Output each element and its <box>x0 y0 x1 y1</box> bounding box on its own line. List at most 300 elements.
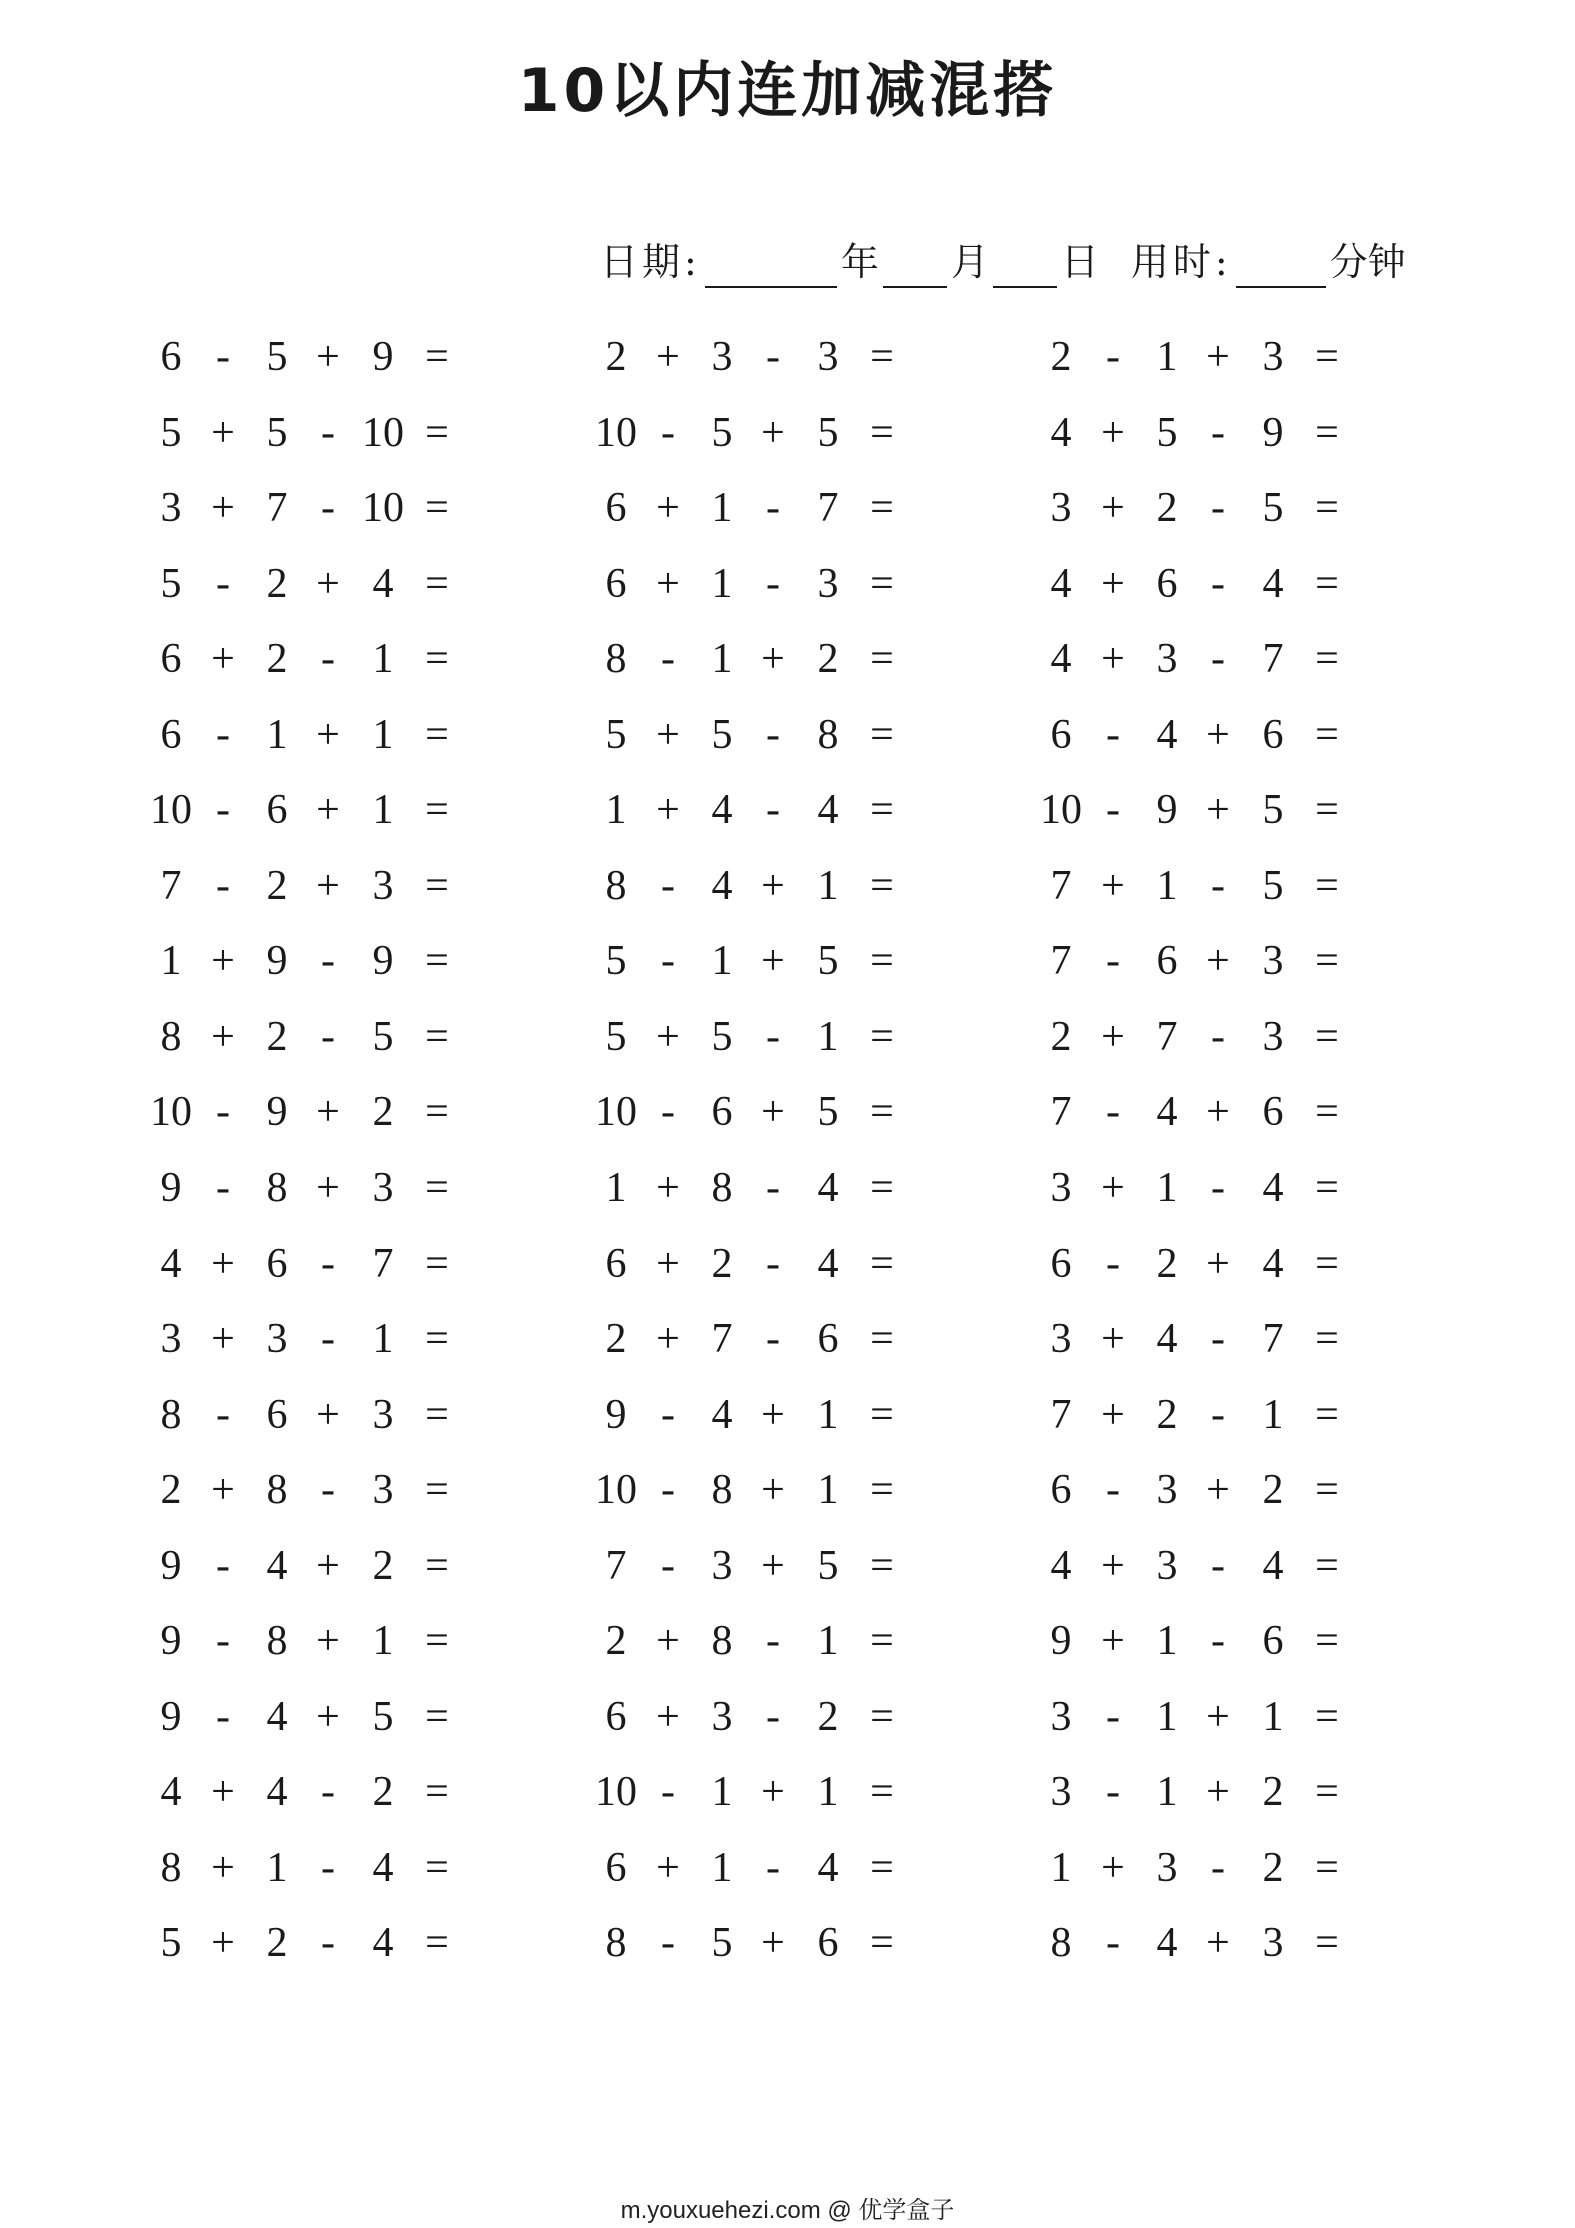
operand: 1 <box>1156 862 1178 909</box>
operand: 1 <box>711 1844 733 1891</box>
equals-sign: = <box>1315 1391 1339 1438</box>
operand: 10 <box>1040 787 1082 834</box>
equals-sign: = <box>425 1693 449 1740</box>
operator: - <box>321 485 335 532</box>
operand: 5 <box>372 1013 394 1060</box>
operator: + <box>656 1693 680 1740</box>
operator: - <box>1211 636 1225 683</box>
operand: 7 <box>372 1240 394 1287</box>
operand: 2 <box>266 1013 288 1060</box>
equals-sign: = <box>1315 560 1339 607</box>
operand: 2 <box>372 1542 394 1589</box>
operator: + <box>1101 1165 1125 1212</box>
equals-sign: = <box>1315 1618 1339 1665</box>
equals-sign: = <box>1315 1920 1339 1967</box>
equals-sign: = <box>425 409 449 456</box>
operator: + <box>656 1844 680 1891</box>
operand: 2 <box>817 1693 839 1740</box>
operand: 8 <box>605 1920 627 1967</box>
operator: - <box>766 485 780 532</box>
operator: + <box>1101 409 1125 456</box>
operator: - <box>1106 938 1120 985</box>
operand: 2 <box>1262 1467 1284 1514</box>
operand: 9 <box>1050 1618 1072 1665</box>
operand: 4 <box>711 1391 733 1438</box>
operand: 7 <box>817 485 839 532</box>
operator: - <box>661 938 675 985</box>
operator: - <box>661 409 675 456</box>
operand: 7 <box>1262 636 1284 683</box>
operand: 1 <box>372 711 394 758</box>
operator: + <box>1206 1920 1230 1967</box>
operand: 3 <box>817 560 839 607</box>
equals-sign: = <box>425 1844 449 1891</box>
operand: 6 <box>817 1316 839 1363</box>
operator: + <box>316 787 340 834</box>
operand: 9 <box>1156 787 1178 834</box>
operand: 1 <box>372 1316 394 1363</box>
operator: + <box>316 1542 340 1589</box>
operand: 5 <box>160 409 182 456</box>
equals-sign: = <box>425 862 449 909</box>
operand: 6 <box>160 334 182 380</box>
operand: 4 <box>372 1844 394 1891</box>
operator: - <box>321 409 335 456</box>
operator: - <box>766 1618 780 1665</box>
operator: - <box>766 787 780 834</box>
day-blank[interactable] <box>993 242 1057 288</box>
operand: 7 <box>605 1542 627 1589</box>
operand: 6 <box>1156 938 1178 985</box>
operand: 8 <box>711 1618 733 1665</box>
operator: + <box>316 1618 340 1665</box>
equals-sign: = <box>425 711 449 758</box>
problem-row <box>0 403 1575 479</box>
operand: 4 <box>817 1844 839 1891</box>
operator: - <box>216 862 230 909</box>
operand: 7 <box>1050 1391 1072 1438</box>
problem-row <box>0 478 1575 554</box>
operand: 6 <box>160 711 182 758</box>
operator: + <box>316 711 340 758</box>
operator: - <box>321 636 335 683</box>
operator: - <box>766 560 780 607</box>
operand: 2 <box>605 1316 627 1363</box>
operator: - <box>661 1089 675 1136</box>
operand: 3 <box>1050 1769 1072 1816</box>
operator: - <box>1211 485 1225 532</box>
equals-sign: = <box>870 1391 894 1438</box>
operator: - <box>766 1013 780 1060</box>
operator: - <box>661 1542 675 1589</box>
operand: 2 <box>372 1089 394 1136</box>
operand: 4 <box>1050 636 1072 683</box>
operand: 3 <box>1156 1467 1178 1514</box>
equals-sign: = <box>870 938 894 985</box>
operand: 3 <box>817 334 839 380</box>
equals-sign: = <box>1315 1316 1339 1363</box>
footer-watermark: m.youxuehezi.com @ 优学盒子 <box>620 2197 955 2224</box>
operand: 8 <box>160 1844 182 1891</box>
operand: 7 <box>1262 1316 1284 1363</box>
problem-row <box>0 1082 1575 1158</box>
operator: + <box>656 787 680 834</box>
equals-sign: = <box>870 409 894 456</box>
equals-sign: = <box>870 1920 894 1967</box>
operator: + <box>1101 1844 1125 1891</box>
operand: 4 <box>160 1240 182 1287</box>
operand: 6 <box>817 1920 839 1967</box>
equals-sign: = <box>425 1240 449 1287</box>
equals-sign: = <box>1315 1844 1339 1891</box>
operand: 7 <box>1050 862 1072 909</box>
operator: - <box>1211 560 1225 607</box>
operand: 9 <box>605 1391 627 1438</box>
operator: + <box>656 485 680 532</box>
operator: + <box>1206 787 1230 834</box>
equals-sign: = <box>1315 862 1339 909</box>
equals-sign: = <box>1315 711 1339 758</box>
operand: 4 <box>817 1165 839 1212</box>
operator: + <box>761 1542 785 1589</box>
operand: 10 <box>595 409 637 456</box>
operator: - <box>321 1920 335 1967</box>
operator: - <box>216 787 230 834</box>
operator: - <box>1211 1542 1225 1589</box>
operator: - <box>1211 1618 1225 1665</box>
operand: 10 <box>595 1467 637 1514</box>
operand: 6 <box>1050 711 1072 758</box>
operand: 4 <box>266 1769 288 1816</box>
operand: 5 <box>605 711 627 758</box>
operand: 7 <box>266 485 288 532</box>
operand: 8 <box>266 1618 288 1665</box>
operand: 2 <box>605 334 627 380</box>
operand: 1 <box>817 1013 839 1060</box>
operand: 9 <box>372 938 394 985</box>
operator: + <box>656 1165 680 1212</box>
operator: + <box>211 1240 235 1287</box>
operator: - <box>1106 787 1120 834</box>
operand: 4 <box>1050 560 1072 607</box>
problem-row <box>0 705 1575 781</box>
operand: 1 <box>1262 1391 1284 1438</box>
operator: + <box>761 409 785 456</box>
equals-sign: = <box>1315 409 1339 456</box>
operand: 6 <box>605 485 627 532</box>
operand: 3 <box>1262 334 1284 380</box>
operator: + <box>656 1240 680 1287</box>
operand: 10 <box>595 1769 637 1816</box>
operand: 3 <box>711 1542 733 1589</box>
time-blank[interactable] <box>1236 242 1326 288</box>
operand: 6 <box>711 1089 733 1136</box>
operator: + <box>1206 1467 1230 1514</box>
operator: - <box>766 1240 780 1287</box>
problem-row <box>0 1234 1575 1310</box>
problem-row <box>0 1385 1575 1461</box>
equals-sign: = <box>425 1165 449 1212</box>
operator: + <box>761 1467 785 1514</box>
operand: 8 <box>711 1467 733 1514</box>
operand: 4 <box>1262 1165 1284 1212</box>
page-title: 10以内连加减混搭 <box>517 56 1058 126</box>
operand: 9 <box>160 1618 182 1665</box>
operator: - <box>661 1467 675 1514</box>
operand: 1 <box>711 1769 733 1816</box>
equals-sign: = <box>425 1920 449 1967</box>
operator: - <box>661 1920 675 1967</box>
operator: + <box>1206 711 1230 758</box>
operand: 3 <box>266 1316 288 1363</box>
operand: 4 <box>817 787 839 834</box>
operand: 4 <box>266 1693 288 1740</box>
operand: 5 <box>605 1013 627 1060</box>
operand: 3 <box>372 1165 394 1212</box>
operator: + <box>211 1769 235 1816</box>
operand: 5 <box>711 711 733 758</box>
operator: - <box>1211 1844 1225 1891</box>
operand: 8 <box>266 1467 288 1514</box>
operator: + <box>656 1618 680 1665</box>
equals-sign: = <box>1315 485 1339 532</box>
operand: 9 <box>266 1089 288 1136</box>
operator: + <box>761 1391 785 1438</box>
operator: - <box>321 1240 335 1287</box>
operand: 4 <box>266 1542 288 1589</box>
operand: 1 <box>1156 334 1178 380</box>
operand: 9 <box>160 1165 182 1212</box>
operator: - <box>216 1693 230 1740</box>
operator: + <box>1206 1769 1230 1816</box>
operand: 9 <box>266 938 288 985</box>
equals-sign: = <box>870 862 894 909</box>
operand: 1 <box>1156 1618 1178 1665</box>
operand: 5 <box>817 1089 839 1136</box>
equals-sign: = <box>870 1618 894 1665</box>
operand: 5 <box>372 1693 394 1740</box>
equals-sign: = <box>870 1769 894 1816</box>
operand: 1 <box>1156 1769 1178 1816</box>
equals-sign: = <box>870 560 894 607</box>
minutes-label: 分钟 <box>1329 240 1406 284</box>
operator: + <box>211 1920 235 1967</box>
equals-sign: = <box>425 1467 449 1514</box>
operand: 6 <box>605 560 627 607</box>
operand: 6 <box>266 1240 288 1287</box>
operand: 1 <box>1156 1693 1178 1740</box>
operator: + <box>1101 1618 1125 1665</box>
operand: 1 <box>372 636 394 683</box>
equals-sign: = <box>425 1769 449 1816</box>
month-label: 月 <box>950 240 989 284</box>
operand: 9 <box>160 1693 182 1740</box>
operand: 4 <box>1156 1089 1178 1136</box>
operator: + <box>1101 560 1125 607</box>
operand: 1 <box>605 787 627 834</box>
operand: 10 <box>362 409 404 456</box>
operand: 8 <box>160 1391 182 1438</box>
operand: 4 <box>711 862 733 909</box>
equals-sign: = <box>870 1165 894 1212</box>
operator: - <box>766 1165 780 1212</box>
problem-row <box>0 1762 1575 1838</box>
operand: 5 <box>817 409 839 456</box>
operand: 2 <box>711 1240 733 1287</box>
equals-sign: = <box>870 1240 894 1287</box>
operand: 4 <box>372 1920 394 1967</box>
operator: + <box>1101 1013 1125 1060</box>
operand: 2 <box>1156 485 1178 532</box>
operator: + <box>1206 1693 1230 1740</box>
equals-sign: = <box>425 1013 449 1060</box>
operator: - <box>661 1391 675 1438</box>
operand: 7 <box>1050 1089 1072 1136</box>
day-label: 日 <box>1060 240 1099 284</box>
operator: + <box>761 1089 785 1136</box>
equals-sign: = <box>870 485 894 532</box>
operand: 6 <box>1262 711 1284 758</box>
equals-sign: = <box>425 1316 449 1363</box>
operator: - <box>321 938 335 985</box>
operand: 3 <box>1050 1316 1072 1363</box>
operator: - <box>216 334 230 380</box>
operand: 4 <box>1050 1542 1072 1589</box>
operand: 6 <box>1156 560 1178 607</box>
operand: 4 <box>1156 1920 1178 1967</box>
operator: - <box>1211 1391 1225 1438</box>
equals-sign: = <box>1315 1240 1339 1287</box>
operand: 5 <box>1262 862 1284 909</box>
operand: 5 <box>160 560 182 607</box>
operand: 10 <box>150 787 192 834</box>
operator: - <box>661 1769 675 1816</box>
operator: - <box>1106 1240 1120 1287</box>
operand: 5 <box>1156 409 1178 456</box>
equals-sign: = <box>1315 938 1339 985</box>
operator: - <box>1211 1165 1225 1212</box>
operand: 9 <box>160 1542 182 1589</box>
operator: - <box>766 711 780 758</box>
operand: 3 <box>711 1693 733 1740</box>
equals-sign: = <box>1315 1769 1339 1816</box>
equals-sign: = <box>870 636 894 683</box>
operator: - <box>1106 1467 1120 1514</box>
operator: + <box>1101 1316 1125 1363</box>
operand: 2 <box>266 862 288 909</box>
operand: 3 <box>372 862 394 909</box>
operator: - <box>1211 1316 1225 1363</box>
operand: 5 <box>711 409 733 456</box>
operator: - <box>216 711 230 758</box>
operand: 8 <box>711 1165 733 1212</box>
operator: + <box>656 1316 680 1363</box>
operand: 5 <box>1262 787 1284 834</box>
problem-row <box>0 327 1575 403</box>
operand: 3 <box>1156 1844 1178 1891</box>
operand: 2 <box>1050 1013 1072 1060</box>
operand: 2 <box>372 1769 394 1816</box>
operator: + <box>1101 636 1125 683</box>
operand: 1 <box>711 485 733 532</box>
equals-sign: = <box>870 334 894 380</box>
problem-row <box>0 1913 1575 1989</box>
operand: 3 <box>160 485 182 532</box>
operand: 1 <box>711 560 733 607</box>
operand: 4 <box>711 787 733 834</box>
operand: 10 <box>362 485 404 532</box>
equals-sign: = <box>1315 787 1339 834</box>
operand: 1 <box>817 862 839 909</box>
equals-sign: = <box>870 1089 894 1136</box>
operand: 5 <box>711 1920 733 1967</box>
operand: 4 <box>817 1240 839 1287</box>
operator: - <box>661 636 675 683</box>
operator: - <box>661 862 675 909</box>
operator: + <box>656 1013 680 1060</box>
year-blank[interactable] <box>705 242 837 288</box>
equals-sign: = <box>425 787 449 834</box>
operand: 1 <box>372 787 394 834</box>
operand: 2 <box>1050 334 1072 380</box>
operator: - <box>321 1844 335 1891</box>
operand: 3 <box>372 1391 394 1438</box>
operator: + <box>316 334 340 380</box>
date-time-info <box>600 228 1406 288</box>
operand: 2 <box>266 560 288 607</box>
operand: 7 <box>1050 938 1072 985</box>
operand: 8 <box>605 636 627 683</box>
operand: 5 <box>817 938 839 985</box>
equals-sign: = <box>1315 1165 1339 1212</box>
operand: 2 <box>605 1618 627 1665</box>
operand: 3 <box>160 1316 182 1363</box>
operand: 8 <box>817 711 839 758</box>
operand: 1 <box>711 636 733 683</box>
operand: 5 <box>817 1542 839 1589</box>
operand: 3 <box>372 1467 394 1514</box>
operator: + <box>1101 485 1125 532</box>
equals-sign: = <box>870 711 894 758</box>
operator: - <box>1106 334 1120 380</box>
operator: - <box>1106 1769 1120 1816</box>
operand: 3 <box>1050 1165 1072 1212</box>
operand: 10 <box>595 1089 637 1136</box>
operator: - <box>321 1467 335 1514</box>
operator: + <box>1206 938 1230 985</box>
operator: - <box>766 1693 780 1740</box>
problem-row <box>0 1158 1575 1234</box>
operator: + <box>316 1165 340 1212</box>
equals-sign: = <box>425 1618 449 1665</box>
problem-row <box>0 931 1575 1007</box>
month-blank[interactable] <box>883 242 947 288</box>
operator: - <box>1211 409 1225 456</box>
operator: + <box>761 1769 785 1816</box>
equals-sign: = <box>870 787 894 834</box>
operand: 4 <box>1262 1542 1284 1589</box>
equals-sign: = <box>1315 636 1339 683</box>
problem-row <box>0 780 1575 856</box>
operand: 2 <box>266 636 288 683</box>
equals-sign: = <box>425 485 449 532</box>
operand: 1 <box>160 938 182 985</box>
operand: 2 <box>266 1920 288 1967</box>
operator: - <box>216 1089 230 1136</box>
equals-sign: = <box>1315 1542 1339 1589</box>
operator: + <box>211 636 235 683</box>
operand: 7 <box>711 1316 733 1363</box>
